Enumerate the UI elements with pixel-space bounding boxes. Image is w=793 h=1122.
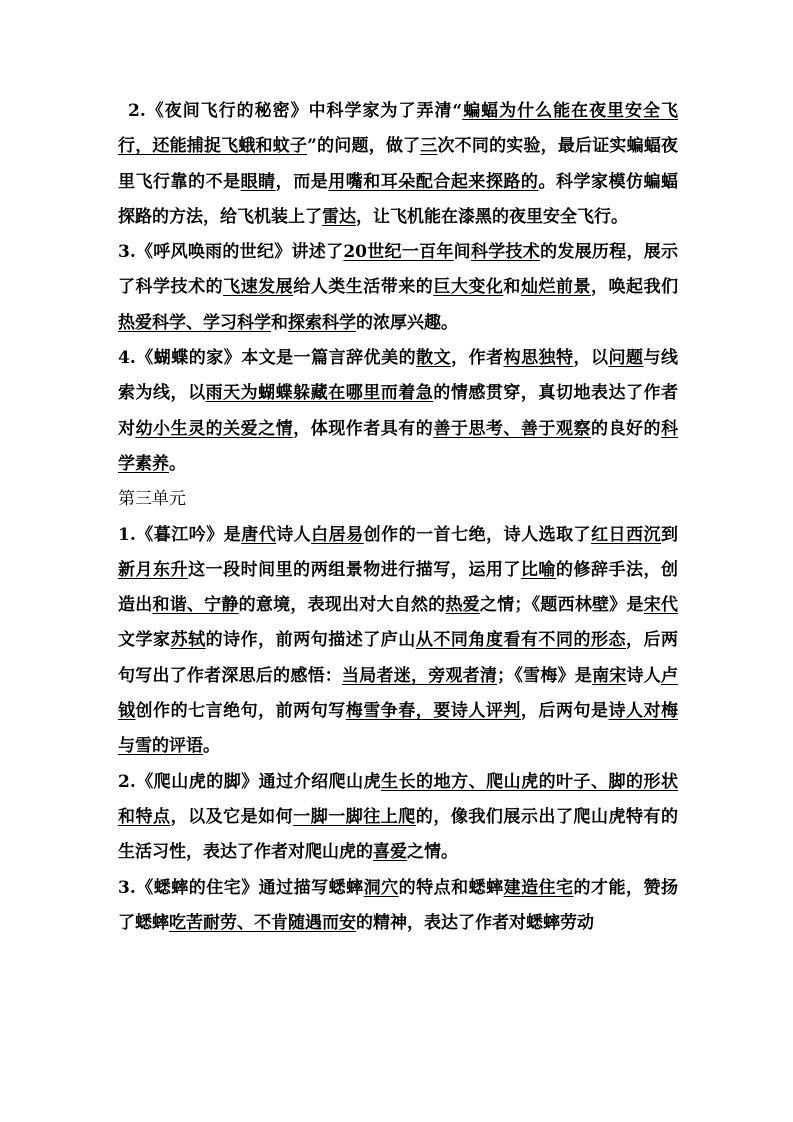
text-segment: ，唤起我们 [591,277,679,298]
underlined-answer: 比喻 [520,559,556,580]
text-segment: 。 [203,736,220,757]
underlined-answer: 一脚一脚往上爬 [293,806,416,827]
underlined-answer: 和谐、宁静 [152,595,239,616]
text-segment: ，而是 [275,171,329,192]
paragraph-bat-night-flight [118,94,678,235]
text-segment: ，以及它是如何 [170,806,294,827]
underlined-answer: 科学技术 [470,242,541,263]
underlined-answer: 灿烂前景 [520,277,592,298]
text-segment: 。 [169,453,186,474]
underlined-answer: 飞速发展 [223,277,294,298]
underlined-answer: 热爱科学、学习科学 [118,312,271,333]
text-segment: 的诗作，前两句描述了庐山 [205,630,416,651]
underlined-answer: 喜爱 [373,842,407,863]
underlined-answer: 白居易 [311,524,364,545]
underlined-answer: 诗人对梅与雪的评语 [118,701,679,757]
underlined-answer: 构思独特 [503,348,574,369]
text-segment: 创作的七言绝句，前两句写 [135,701,346,722]
underlined-answer: 梅雪争春，要诗人评判 [345,701,521,722]
text-segment: ，作者 [451,348,504,369]
document-page [118,94,678,941]
underlined-answer: 散文 [416,348,452,369]
text-segment: ；《雪梅》是 [497,665,593,686]
underlined-answer: 建造住宅 [503,877,574,898]
text-segment: 创作的一首七绝，诗人选取了 [363,524,592,545]
underlined-answer: 善于思考、善于观察 [433,418,591,439]
text-segment: 这一段时间里的两组景物进行描写，运用了 [188,559,521,580]
text-segment: ”的问题，做了 [307,136,421,157]
underlined-answer: 用嘴和耳朵配合起来探路的 [328,171,539,192]
text-segment: 1.《暮江吟》是 [118,524,242,545]
text-segment: ，让飞机能在漆黑的夜里安全飞行。 [356,206,628,227]
underlined-answer: 卢钺 [118,665,678,722]
text-segment: 之情；《题西林壁》是 [479,595,644,616]
text-segment: 给人类生活带来的 [293,277,434,298]
text-segment: ，后两句是 [520,701,609,722]
text-segment: 的浓厚兴趣。 [356,312,458,333]
paragraph-ivy-feet [118,765,678,871]
text-segment: 到 [661,524,679,545]
underlined-answer: 雨天为蝴蝶躲藏在哪里而着急 [205,383,434,404]
text-segment: 的良好的 [590,418,662,439]
underlined-answer: 雷达 [322,206,356,227]
underlined-answer: 唐代 [241,524,277,545]
underlined-answer: 科学素养 [118,418,679,474]
text-segment: 2.《夜间飞行的秘密》中科学家为了弄清“ [128,101,463,121]
underlined-answer: 三 [420,136,438,157]
underlined-answer: 探索科学 [288,312,356,333]
paragraph-cricket-house [118,871,678,942]
underlined-answer: 眼睛 [240,171,276,192]
section-heading-unit-three [118,482,678,517]
text-segment: 3.《呼风唤雨的世纪》讲述了 [118,242,344,263]
underlined-answer: 20世纪一百年 [343,242,454,263]
text-segment: 文学家 [118,630,171,651]
text-segment: 次不同的实验，最后证实蝙蝠夜里飞行靠的不是 [118,136,679,192]
text-segment: 的，像我们展示出了爬山虎特有的生活习性，表达了作者对爬山虎的 [118,806,679,863]
underlined-answer: 问题 [608,348,644,369]
paragraph-butterfly-home [118,341,678,482]
text-segment: 3.《蟋蟀的住宅》通过描写蟋蟀 [118,877,364,898]
underlined-answer: 苏轼 [170,630,206,651]
paragraph-century-of-wonders [118,235,678,341]
underlined-answer: 新月东升 [118,559,189,580]
text-segment: ，以 [573,348,609,369]
underlined-answer: 当局者迷，旁观者清 [342,665,498,686]
underlined-answer: 热爱 [445,595,480,616]
text-segment: 间 [453,242,471,263]
text-segment: 的意境，表现出对大自然的 [238,595,446,616]
text-segment: 的发展历程，展示了科学技术的 [118,242,678,298]
text-segment: 诗人 [276,524,312,545]
underlined-answer: 蝙蝠为什么能在夜里安全飞行，还能捕捉飞蛾和蚊子 [118,101,679,157]
text-segment: 诗人 [626,665,661,686]
text-segment: 的才能，赞扬了蟋蟀 [118,877,679,933]
text-segment: 。科学家模仿蝙蝠探路的方法，给飞机装上了 [118,171,679,227]
underlined-answer: 从不同角度看有不同的形态 [415,630,627,651]
text-segment: 和 [503,277,521,298]
text-segment: 与线索为线，以 [118,348,679,404]
text-segment: ，后两句写出了作者深思后的感悟： [118,630,679,686]
text-segment: 的特点和蟋蟀 [398,877,504,898]
text-segment: 4.《蝴蝶的家》本文是一篇言辞优美的 [118,348,417,369]
paragraph-three-poems [118,518,678,765]
underlined-answer: 南宋 [592,665,627,686]
text-segment: 2.《爬山虎的脚》通过介绍爬山虎 [118,771,382,792]
underlined-answer: 幼小生灵的关爱之情 [135,418,294,439]
underlined-answer: 巨大变化 [433,277,504,298]
text-segment: 第三单元 [118,489,186,510]
text-segment: 的情感贯穿，真切地表达了作者对 [118,383,679,439]
underlined-answer: 吃苦耐劳、不肯随遇而安 [169,912,356,933]
text-segment: 和 [271,312,288,333]
text-segment: ，体现作者具有的 [293,418,434,439]
text-segment: 之情。 [407,842,458,863]
underlined-answer: 洞穴 [363,877,399,898]
underlined-answer: 生长的地方、爬山虎的叶子、脚的形状和特点 [118,771,679,827]
text-segment: 的修辞手法，创造出 [118,559,679,616]
underlined-answer: 红日西沉 [591,524,662,545]
underlined-answer: 宋代 [643,595,678,616]
text-segment: 的精神，表达了作者对蟋蟀劳动 [356,912,594,933]
